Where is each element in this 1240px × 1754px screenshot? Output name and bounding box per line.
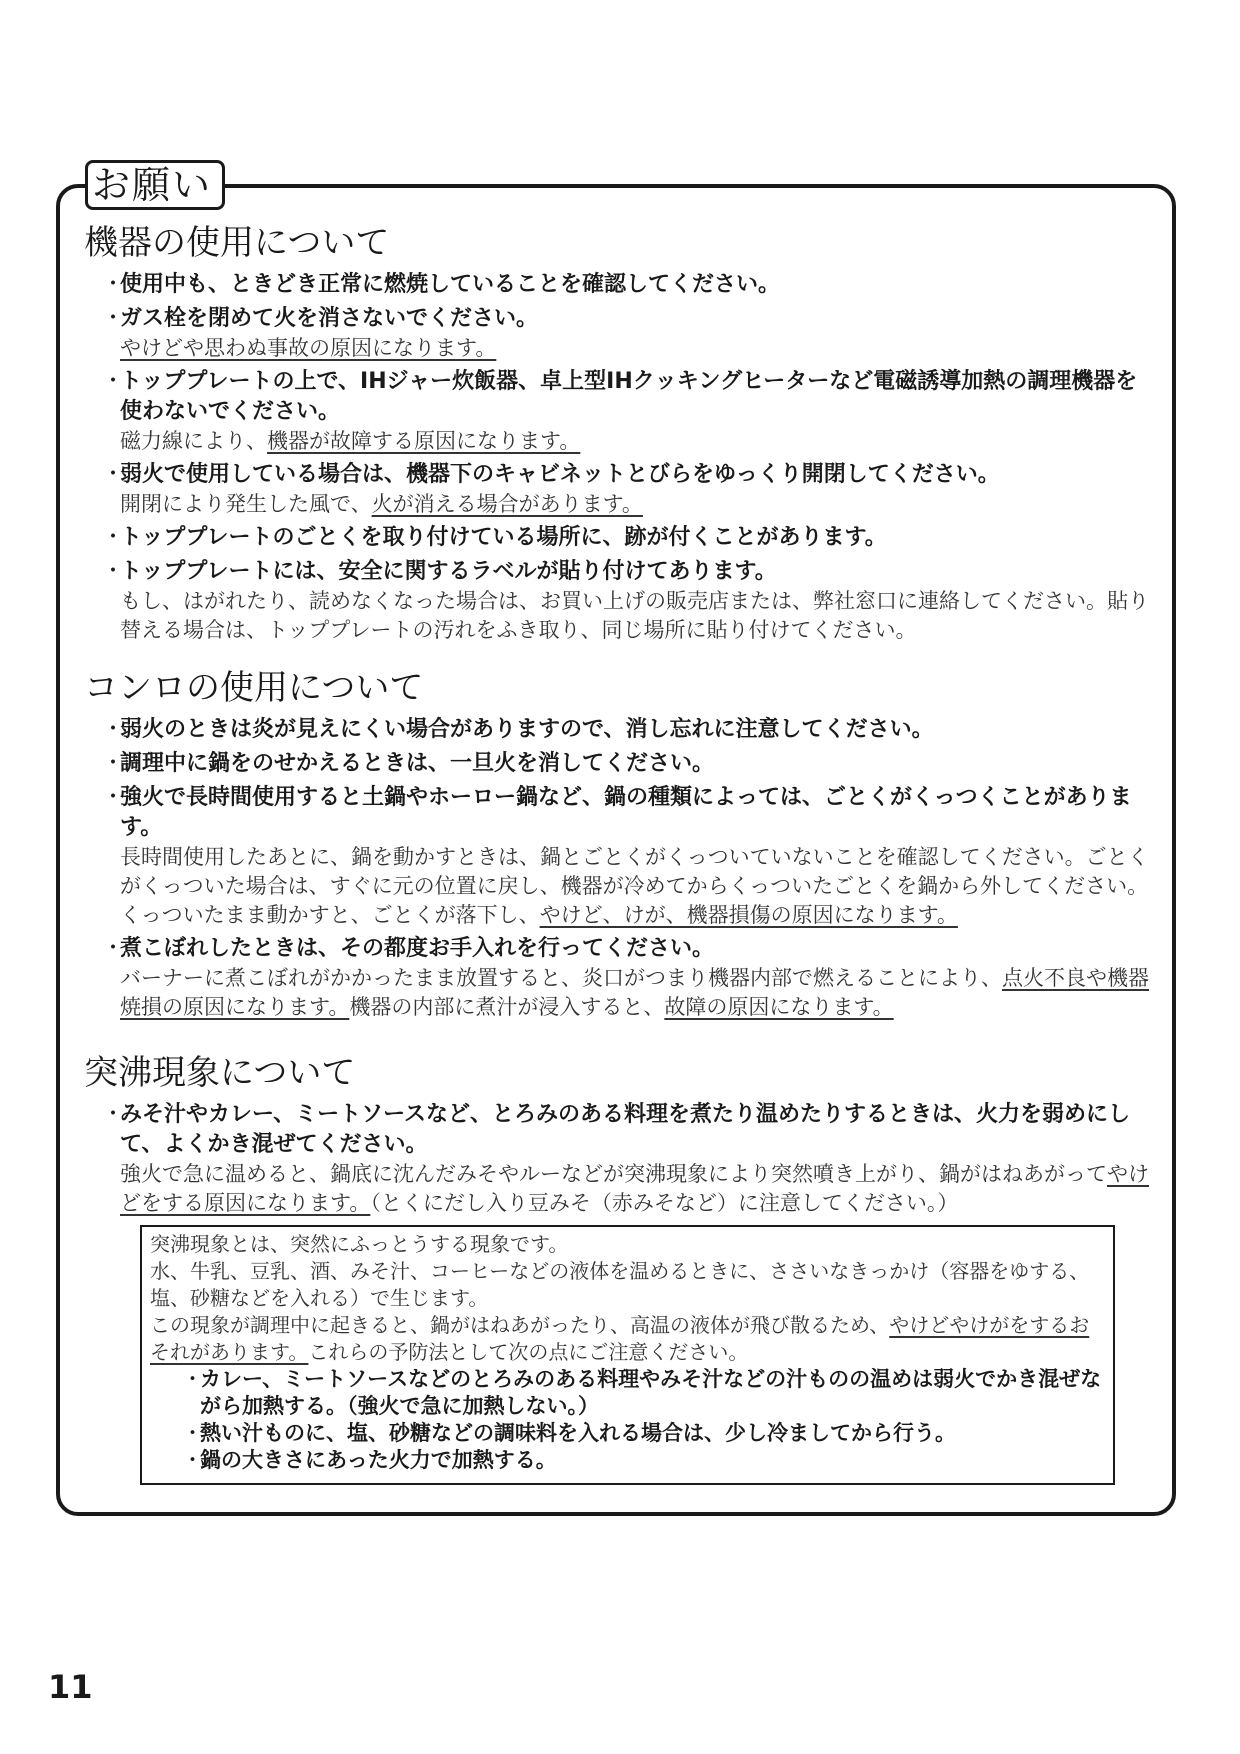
note-text: 磁力線により、 — [120, 429, 267, 453]
item-text: 熱い汁ものに、塩、砂糖などの調味料を入れる場合は、少し冷ましてから行う。 — [200, 1421, 956, 1445]
page-number: 11 — [48, 1668, 93, 1706]
list-item — [182, 1447, 1105, 1474]
item-note — [120, 901, 1154, 930]
bullet: ・ — [102, 525, 125, 550]
item-note — [120, 490, 1154, 519]
list-item — [102, 557, 1154, 645]
warning-text: やけどやけがをするおそれがあります。 — [150, 1313, 1090, 1364]
section-stove-usage — [84, 665, 1154, 1026]
item-text: 調理中に鍋をのせかえるときは、一旦火を消してください。 — [120, 751, 715, 776]
bullet: ・ — [182, 1448, 203, 1472]
item-note — [120, 1160, 1154, 1218]
bullet: ・ — [102, 369, 125, 394]
bullet: ・ — [102, 462, 125, 487]
list-item — [102, 523, 1154, 553]
warning-text: 点火不良や機器焼損の原因になります。 — [120, 966, 1149, 1019]
item-note — [120, 427, 1154, 456]
section-device-usage — [84, 220, 1154, 649]
item-text: トッププレートの上で、IHジャー炊飯器、卓上型IHクッキングヒーターなど電磁誘導加熱の調理機器を使わないでください。 — [120, 369, 1138, 424]
box-text — [150, 1312, 1105, 1366]
note-text: （とくにだし入り豆みそ（赤みそなど）に注意してください。） — [370, 1191, 959, 1215]
item-list — [84, 715, 1154, 1022]
list-item — [102, 460, 1154, 519]
item-text: ガス栓を閉めて火を消さないでください。 — [120, 306, 539, 331]
list-item — [102, 934, 1154, 1022]
bullet: ・ — [102, 785, 125, 810]
list-item — [102, 749, 1154, 779]
bullet: ・ — [102, 717, 125, 742]
note-text: 強火で急に温めると、鍋底に沈んだみそやルーなどが突沸現象により突然噴き上がり、鍋がはねあがって — [120, 1162, 1107, 1186]
list-item — [102, 367, 1154, 456]
item-text: 強火で長時間使用すると土鍋やホーロー鍋など、鍋の種類によっては、ごとくがくっつくことがあります。 — [120, 785, 1132, 840]
list-item — [102, 783, 1154, 930]
item-text: みそ汁やカレー、ミートソースなど、とろみのある料理を煮たり温めたりするときは、火力を弱めにして、よくかき混ぜてください。 — [120, 1102, 1131, 1157]
section-heading: 機器の使用について — [84, 223, 390, 263]
bullet: ・ — [102, 751, 125, 776]
item-note — [120, 964, 1154, 1022]
bullet: ・ — [102, 936, 125, 961]
list-item — [182, 1366, 1105, 1420]
note-text: これらの予防法として次の点にご注意ください。 — [308, 1340, 749, 1364]
note-text: この現象が調理中に起きると、鍋がはねあがったり、高温の液体が飛び散るため、 — [150, 1313, 890, 1337]
section-bumping — [84, 1050, 1154, 1222]
item-text: 鍋の大きさにあった火力で加熱する。 — [200, 1448, 557, 1472]
item-text: トッププレートには、安全に関するラベルが貼り付けてあります。 — [120, 559, 777, 584]
section-heading: 突沸現象について — [84, 1053, 356, 1093]
warning-text: やけど、けが、機器損傷の原因になります。 — [539, 903, 958, 927]
warning-text: 故障の原因になります。 — [664, 995, 894, 1019]
item-text: 弱火で使用している場合は、機器下のキャビネットとびらをゆっくり開閉してください。 — [120, 462, 1000, 487]
warning-text: 機器が故障する原因になります。 — [267, 429, 581, 453]
bullet: ・ — [102, 1102, 125, 1127]
box-text: 突沸現象とは、突然にふっとうする現象です。 — [150, 1232, 569, 1256]
item-list — [84, 1100, 1154, 1218]
section-heading: コンロの使用について — [84, 668, 424, 708]
bullet: ・ — [102, 306, 125, 331]
note-text: 開閉により発生した風で、 — [120, 492, 372, 516]
item-text: トッププレートのごとくを取り付けている場所に、跡が付くことがあります。 — [120, 525, 887, 550]
warning-text: やけどをする原因になります。 — [120, 1162, 1149, 1215]
page-title: お願い — [85, 160, 225, 210]
bullet: ・ — [102, 559, 125, 584]
list-item — [102, 304, 1154, 363]
item-note — [120, 334, 1154, 363]
item-note: もし、はがれたり、読めなくなった場合は、お買い上げの販売店または、弊社窓口に連絡してください。貼り替える場合は、トッププレートの汚れをふき取り、同じ場所に貼り付けてください。 — [120, 589, 1149, 642]
item-text: 使用中も、ときどき正常に燃焼していることを確認してください。 — [120, 272, 781, 297]
note-text: くっついたまま動かすと、ごとくが落下し、 — [120, 903, 540, 927]
list-item — [182, 1420, 1105, 1447]
note-text: バーナーに煮こぼれがかかったまま放置すると、炎口がつまり機器内部で燃えることにより、 — [120, 966, 1002, 990]
list-item — [102, 715, 1154, 745]
item-list — [84, 270, 1154, 645]
item-text: 煮こぼれしたときは、その都度お手入れを行ってください。 — [120, 936, 715, 961]
note-text: 機器の内部に煮汁が浸入すると、 — [349, 995, 665, 1019]
item-text: 弱火のときは炎が見えにくい場合がありますので、消し忘れに注意してください。 — [120, 717, 934, 742]
box-text: 水、牛乳、豆乳、酒、みそ汁、コーヒーなどの液体を温めるときに、ささいなきっかけ（容器をゆする、塩、砂糖などを入れる）で生じます。 — [150, 1259, 1090, 1310]
bullet: ・ — [102, 272, 125, 297]
item-note: 長時間使用したあとに、鍋を動かすときは、鍋とごとくがくっついていないことを確認してください。ごとくがくっついた場合は、すぐに元の位置に戻し、機器が冷めてからくっついたごとくを鍋から外してください。 — [120, 845, 1149, 898]
bumping-info-box — [140, 1225, 1115, 1485]
item-text: カレー、ミートソースなどのとろみのある料理やみそ汁などの汁ものの温めは弱火でかき混ぜながら加熱する。（強火で急に加熱しない。） — [200, 1367, 1102, 1418]
list-item — [102, 270, 1154, 300]
warning-text: やけどや思わぬ事故の原因になります。 — [120, 336, 497, 360]
bullet: ・ — [182, 1367, 203, 1391]
prevention-list — [150, 1366, 1105, 1474]
list-item — [102, 1100, 1154, 1218]
bullet: ・ — [182, 1421, 203, 1445]
warning-text: 火が消える場合があります。 — [371, 492, 643, 516]
